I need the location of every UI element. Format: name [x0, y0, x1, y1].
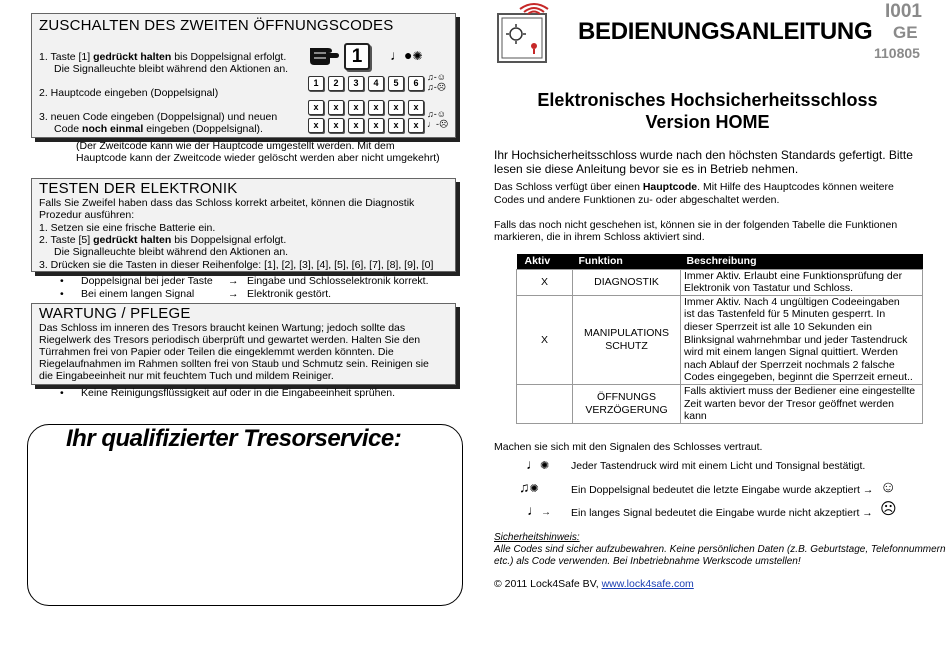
step-2: 2. Hauptcode eingeben (Doppelsignal): [39, 87, 219, 99]
arrow-icon: →: [228, 275, 239, 287]
keypad-new-code: [308, 100, 428, 115]
key-1-large: 1: [344, 43, 370, 70]
signals-intro: Machen sie sich mit den Signalen des Schlosses vertraut.: [494, 441, 763, 453]
test-intro-1: Falls Sie Zweifel haben dass das Schloss korrekt arbeitet, können die Diagnostik: [39, 197, 415, 209]
description-cell: Immer Aktiv. Erlaubt eine Funktionsprüfung der Elektronik von Tastatur und Schloss.: [681, 269, 923, 295]
maintenance-line: Türrahmen frei von Papier oder Teilen die eingeklemmt werden könnten. Die: [39, 346, 394, 358]
language-code: GE: [893, 23, 918, 42]
active-cell: [517, 384, 573, 423]
keypress-signal-icon: ♩✺: [526, 456, 550, 472]
key: x: [388, 118, 404, 133]
column-header: Funktion: [573, 254, 681, 269]
signal-accepted: Ein Doppelsignal bedeutet die letzte Eingabe wurde akzeptiert →: [571, 484, 874, 496]
maintenance-line: Riegelwerk des Tresors periodisch überprüft und gewartet werden. Halten Sie den: [39, 334, 421, 346]
key: 2: [328, 76, 344, 91]
key: x: [388, 100, 404, 115]
key: 3: [348, 76, 364, 91]
test-step-2-note: Die Signalleuchte bleibt während den Aktionen an.: [54, 246, 289, 258]
key: 6: [408, 76, 424, 91]
description-cell: Immer Aktiv. Nach 4 ungültigen Codeeingaben ist das Tastenfeld für 5 Minuten gesperrt. In dieser Sperrzeit ist alle 10 Sekunden ein Blinksignal wahrnehmbar und jeder Tastendruck wird mit einem langen Signal quittiert. Werden nach Ablauf der Sperrzeit nochmals 2 falsche Codes eingegeben, beginnt die Sperrzeit erneut..: [681, 295, 923, 384]
key: x: [328, 100, 344, 115]
safety-line-2: etc.) als Code verwenden. Bei Inbetriebnahme Werkscode umstellen!: [494, 556, 801, 567]
main-code-paragraph-2: Codes und andere Funktionen zu- oder abgeschaltet werden.: [494, 194, 780, 206]
arrow-icon: →: [228, 288, 239, 300]
second-code-note-2: Hauptcode kann der Zweitcode wieder gelöscht werden aber nicht umgekehrt): [76, 152, 440, 164]
table-intro-2: markieren, die in ihrem Schloss aktiviert sind.: [494, 231, 705, 243]
second-code-note-1: (Der Zweitcode kann wie der Hauptcode umgestellt werden. Mit dem: [76, 140, 395, 152]
key: x: [328, 118, 344, 133]
signal-result-icon: ♫-☺ ♩-☹: [427, 109, 449, 129]
main-code-paragraph: Das Schloss verfügt über einen Hauptcode. Mit Hilfe des Hauptcodes können weitere: [494, 181, 894, 193]
section-title: WARTUNG / PFLEGE: [39, 305, 191, 322]
table-row: [517, 269, 923, 295]
safe-lock-logo-icon: [494, 2, 560, 68]
website-link[interactable]: www.lock4safe.com: [601, 578, 694, 590]
table-header: [517, 254, 923, 269]
service-stamp-box: [27, 424, 463, 606]
maintenance-line: Das Schloss im inneren des Tresors braucht keinen Wartung; jedoch sollte das: [39, 322, 406, 334]
smiley-sad-icon: ☹: [880, 501, 897, 518]
intro-line-2: lesen sie diese Anleitung bevor sie es in Betrieb nehmen.: [494, 162, 799, 176]
hand-press-icon: [308, 44, 340, 70]
double-signal-icon: ♫✺: [519, 479, 539, 495]
function-cell: ÖFFNUNGS VERZÖGERUNG: [573, 384, 681, 423]
table-row: [517, 384, 923, 423]
maintenance-line: Riegelaufnahmen im Rahmen sollten frei von Staub und Schmutz sein. Reinigen sie: [39, 358, 429, 370]
key: 4: [368, 76, 384, 91]
table-row: [517, 295, 923, 384]
document-subtitle: Elektronisches Hochsicherheitsschloss Version HOME: [537, 90, 878, 132]
test-intro-2: Prozedur ausführen:: [39, 209, 135, 221]
step-3-line2: Code noch einmal eingeben (Doppelsignal).: [54, 123, 263, 135]
test-step-2: 2. Taste [5] gedrückt halten bis Doppelsignal erfolgt.: [39, 234, 287, 246]
section-title: ZUSCHALTEN DES ZWEITEN ÖFFNUNGSCODES: [39, 17, 394, 34]
signal-rejected: Ein langes Signal bedeutet die Eingabe wurde nicht akzeptiert →: [571, 507, 873, 519]
column-header: Aktiv: [517, 254, 573, 269]
document-title: BEDIENUNGSANLEITUNG: [578, 18, 873, 45]
section-second-code: [31, 13, 456, 138]
safety-title: Sicherheitshinweis:: [494, 532, 580, 543]
service-title: Ihr qualifizierter Tresorservice:: [66, 425, 402, 452]
signal-keypress: Jeder Tastendruck wird mit einem Licht und Tonsignal bestätigt.: [571, 460, 866, 472]
function-table: [516, 254, 923, 424]
safety-line-1: Alle Codes sind sicher aufzubewahren. Keine persönlichen Daten (z.B. Geburtstage, Telefonnummern: [494, 544, 946, 555]
active-cell: X: [517, 295, 573, 384]
key: x: [348, 100, 364, 115]
active-cell: X: [517, 269, 573, 295]
description-cell: Falls aktiviert muss der Bediener eine eingestellte Zeit warten bevor der Tresor geöffnet werden kann: [681, 384, 923, 423]
document-version: 110805: [874, 45, 920, 61]
key: 5: [388, 76, 404, 91]
maintenance-line: die Eingabeeinheit nur mit feuchtem Tuch und mildem Reiniger.: [39, 370, 334, 382]
key: x: [368, 100, 384, 115]
document-code: I001: [885, 1, 922, 22]
key: x: [408, 118, 424, 133]
section-title: TESTEN DER ELEKTRONIK: [39, 180, 238, 197]
long-signal-icon: ♩→: [527, 502, 551, 518]
beep-light-icon: ♩●✺: [390, 47, 423, 63]
function-cell: DIAGNOSTIK: [573, 269, 681, 295]
key: 1: [308, 76, 324, 91]
intro-line-1: Ihr Hochsicherheitsschloss wurde nach den höchsten Standards gefertigt. Bitte: [494, 148, 913, 162]
copyright-footer: © 2011 Lock4Safe BV, www.lock4safe.com: [494, 578, 694, 590]
key: x: [368, 118, 384, 133]
section-test-electronics: [31, 178, 456, 272]
keypad-repeat-code: [308, 118, 428, 133]
section-maintenance: [31, 303, 456, 385]
table-intro-1: Falls das noch nicht geschehen ist, können sie in der folgenden Tabelle die Funktionen: [494, 219, 898, 231]
step-1-note: Die Signalleuchte bleibt während den Aktionen an.: [54, 63, 289, 75]
key: x: [408, 100, 424, 115]
keypad-numbers: [308, 76, 428, 91]
key: x: [348, 118, 364, 133]
smiley-happy-icon: ☺: [880, 479, 897, 496]
double-signal-icon: ♫-☺ ♫-☹: [427, 72, 447, 92]
column-header: Beschreibung: [681, 254, 923, 269]
function-cell: MANIPULATIONS SCHUTZ: [573, 295, 681, 384]
key: x: [308, 100, 324, 115]
test-step-3: 3. Drücken sie die Tasten in dieser Reihenfolge: [1], [2], [3], [4], [5], [6], [7], [8], [9], [0]: [39, 259, 434, 271]
step-3-line1: 3. neuen Code eingeben (Doppelsignal) und neuen: [39, 111, 278, 123]
test-step-1: 1. Setzen sie eine frische Batterie ein.: [39, 222, 216, 234]
step-1: 1. Taste [1] gedrückt halten bis Doppelsignal erfolgt.: [39, 51, 287, 63]
key: x: [308, 118, 324, 133]
